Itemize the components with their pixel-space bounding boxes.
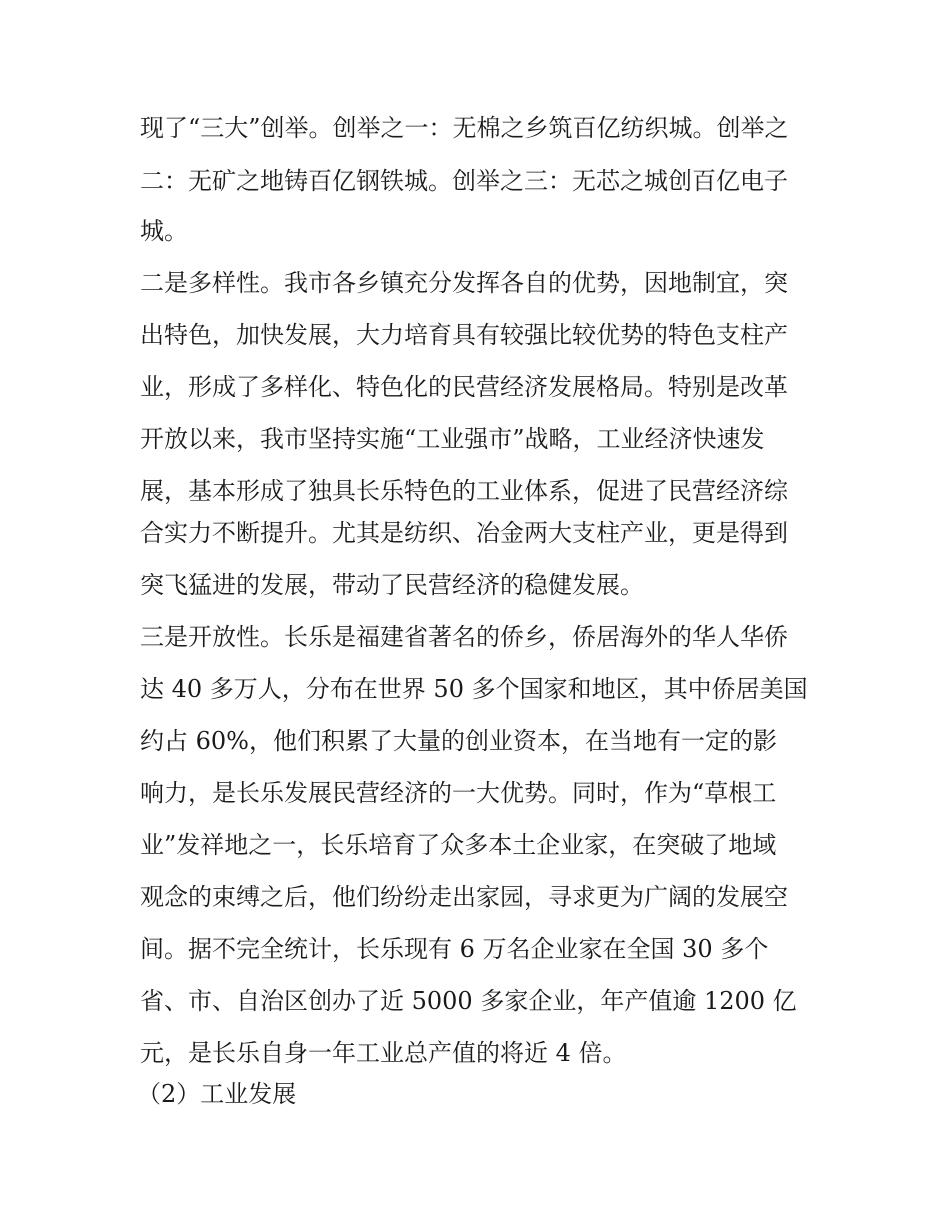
text-line-11: 三是开放性。长乐是福建省著名的侨乡，侨居海外的华人华侨 [140, 623, 788, 651]
text-line-4: 二是多样性。我市各乡镇充分发挥各自的优势，因地制宜，突 [140, 269, 788, 297]
text-line-1: 现了“三大”创举。创举之一：无棉之乡筑百亿纺织城。创举之 [140, 114, 789, 142]
text-line-3: 城。 [140, 217, 188, 245]
text-line-2: 二：无矿之地铸百亿钢铁城。创举之三：无芯之城创百亿电子 [140, 167, 788, 195]
text-line-13: 约占 60%，他们积累了大量的创业资本，在当地有一定的影 [140, 727, 777, 755]
text-line-14: 响力，是长乐发展民营经济的一大优势。同时，作为“草根工 [140, 779, 777, 807]
text-line-6: 业，形成了多样化、特色化的民营经济发展格局。特别是改革 [140, 373, 788, 401]
text-line-7: 开放以来，我市坚持实施“工业强市”战略，工业经济快速发 [140, 425, 765, 453]
text-line-15: 业”发祥地之一，长乐培育了众多本土企业家，在突破了地域 [140, 831, 777, 859]
text-line-18: 省、市、自治区创办了近 5000 多家企业，年产值逾 1200 亿 [140, 987, 797, 1015]
text-line-19: 元，是长乐自身一年工业总产值的将近 4 倍。 [140, 1039, 627, 1067]
section-heading: （2）工业发展 [137, 1080, 297, 1108]
text-line-16: 观念的束缚之后，他们纷纷走出家园，寻求更为广阔的发展空 [140, 883, 788, 911]
text-line-9: 合实力不断提升。尤其是纺织、冶金两大支柱产业，更是得到 [140, 519, 788, 547]
text-line-17: 间。据不完全统计，长乐现有 6 万名企业家在全国 30 多个 [140, 935, 769, 963]
text-line-5: 出特色，加快发展，大力培育具有较强比较优势的特色支柱产 [140, 321, 788, 349]
text-line-8: 展，基本形成了独具长乐特色的工业体系，促进了民营经济综 [140, 477, 788, 505]
text-line-10: 突飞猛进的发展，带动了民营经济的稳健发展。 [140, 571, 644, 599]
text-line-12: 达 40 多万人，分布在世界 50 多个国家和地区，其中侨居美国 [140, 675, 808, 703]
